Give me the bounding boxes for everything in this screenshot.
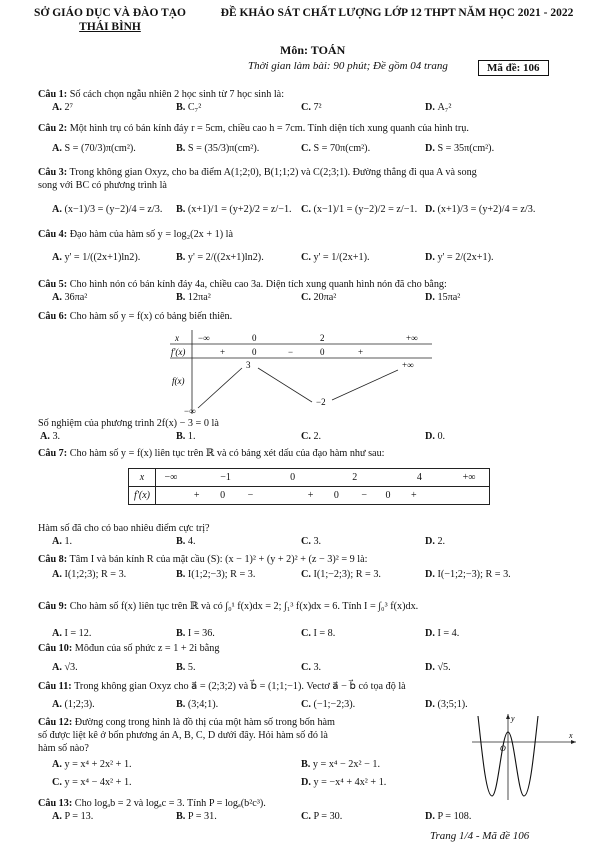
option-c[interactable] [301,662,321,673]
option-letter: B. [176,569,188,580]
option-text: I = 12. [64,628,92,639]
function-graph [470,712,580,802]
option-letter: C. [301,628,314,639]
option-d[interactable] [425,292,460,303]
option-text: (x+1)/1 = (y+2)/2 = z/−1. [187,204,292,215]
option-d[interactable] [425,628,459,639]
option-text: C₇² [187,102,202,113]
option-text: (−1;−2;3). [313,699,356,710]
option-text: y = −x⁴ + 4x² + 1. [313,777,387,788]
option-text: S = (70/3)π(cm²). [64,143,136,154]
bbt-fp-zero2: 0 [320,347,325,357]
option-text: 4. [187,536,196,547]
option-c[interactable] [301,699,355,710]
subject: Môn: TOÁN [280,43,346,57]
option-letter: D. [425,204,438,215]
option-text: (x+1)/3 = (y+2)/4 = z/3. [437,204,536,215]
option-b[interactable] [176,569,255,580]
bbt-fp-zero1: 0 [252,347,257,357]
sign-table: x −∞ −1 0 2 4 +∞ f'(x) + 0 − + 0 − 0 + [128,468,490,505]
option-text: S = (35/3)π(cm²). [187,143,260,154]
option-text: 2⁷ [64,102,74,113]
question-12: Câu 12: Đường cong trong hình là đồ thị của một hàm số trong bốn hàm số được liệt kê ở bốn phương án A, B, C, D dưới đây. Hỏi hàm số đó là hàm số nào? [38,717,335,754]
option-a[interactable] [52,292,87,303]
option-b[interactable] [176,292,211,303]
option-text: y' = 1/(2x+1). [313,252,370,263]
bbt-f-neg-inf: −∞ [184,406,196,415]
option-b[interactable] [176,431,196,442]
option-text: I(1;2;3); R = 3. [64,569,127,580]
option-text: 1. [64,536,73,547]
exam-title: ĐỀ KHẢO SÁT CHẤT LƯỢNG LỚP 12 THPT NĂM HỌC 2021 - 2022 [220,7,574,19]
question-4: Câu 4: Đạo hàm của hàm số y = log₂(2x + 1) là [38,229,233,240]
option-text: √5. [437,662,451,673]
option-b[interactable] [301,759,380,770]
option-letter: C. [301,204,314,215]
option-letter: C. [52,777,65,788]
option-letter: B. [176,102,188,113]
option-c[interactable] [301,628,335,639]
bbt-fp-sign2: − [288,347,294,357]
question-8: Câu 8: Tâm I và bán kính R của mặt cầu (S): (x − 1)² + (y + 2)² + (z − 3)² = 9 là: [38,554,368,565]
option-letter: C. [301,536,314,547]
option-text: (x−1)/1 = (y−2)/2 = z/−1. [313,204,418,215]
option-text: 3. [313,662,322,673]
option-letter: A. [52,102,65,113]
option-a[interactable] [52,252,140,263]
dept-line1: SỞ GIÁO DỤC VÀ ĐÀO TẠO [34,7,186,19]
bbt-x-neg-inf: −∞ [198,333,210,343]
option-a[interactable] [52,699,95,710]
option-b[interactable] [176,204,292,215]
option-c[interactable] [301,569,381,580]
option-b[interactable] [176,662,196,673]
option-text: y' = 2/(2x+1). [437,252,494,263]
option-d[interactable] [425,143,494,154]
bbt-f-max: 3 [246,360,251,370]
bbt-x-label: x [175,333,179,343]
time-info: Thời gian làm bài: 90 phút; Đề gồm 04 trang [248,60,448,72]
option-a[interactable] [52,759,132,770]
option-c[interactable] [301,102,322,113]
graph-origin-label: O [500,744,506,753]
option-text: 0. [437,431,446,442]
option-letter: A. [52,204,65,215]
option-a[interactable] [52,628,91,639]
bbt-f-label: f(x) [172,376,185,386]
option-a[interactable] [52,569,126,580]
option-letter: B. [176,292,188,303]
option-c[interactable] [301,431,321,442]
option-text: y = x⁴ + 2x² + 1. [64,759,132,770]
option-text: I(−1;2;−3); R = 3. [437,569,511,580]
option-b[interactable] [176,628,215,639]
option-d[interactable] [425,811,471,822]
option-letter: B. [176,204,188,215]
option-text: √3. [64,662,78,673]
option-b[interactable] [176,102,201,113]
option-d[interactable] [425,102,451,113]
question-7: Câu 7: Cho hàm số y = f(x) liên tục trên ℝ và có bảng xét dấu của đạo hàm như sau: [38,448,385,459]
option-a[interactable] [52,102,73,113]
department-header [20,6,200,34]
option-letter: D. [425,569,438,580]
option-text: 36πa² [64,292,88,303]
option-a[interactable] [52,811,93,822]
option-text: 1. [187,431,196,442]
bbt-fp-sign1: + [220,347,226,357]
option-letter: B. [176,662,188,673]
option-letter: A. [40,431,53,442]
option-text: P = 31. [187,811,217,822]
option-letter: D. [425,431,438,442]
option-letter: C. [301,662,314,673]
option-text: 15πa² [437,292,461,303]
option-text: y = x⁴ − 2x² − 1. [312,759,381,770]
variation-table [170,330,440,415]
option-d[interactable] [425,569,511,580]
option-text: 3. [52,431,61,442]
option-a[interactable] [40,431,60,442]
option-letter: C. [301,699,314,710]
question-5: Câu 5: Cho hình nón có bán kính đáy 4a, chiều cao 3a. Diện tích xung quanh hình nón đã cho bằng: [38,279,447,290]
question-13: Câu 13: Cho logₐb = 2 và logₐc = 3. Tính P = logₐ(b²c³). [38,798,266,809]
option-text: 7² [313,102,322,113]
option-b[interactable] [176,252,264,263]
option-letter: B. [176,143,188,154]
option-text: P = 108. [437,811,472,822]
option-d[interactable] [425,536,445,547]
question-2: Câu 2: Một hình trụ có bán kính đáy r = 5cm, chiều cao h = 7cm. Tính diện tích xung quanh của hình trụ. [38,123,469,134]
graph-y-label: y [511,714,515,723]
option-letter: A. [52,811,65,822]
question-1: Câu 1: Số cách chọn ngẫu nhiên 2 học sinh từ 7 học sinh là: [38,89,285,100]
option-letter: B. [176,628,188,639]
option-letter: A. [52,662,65,673]
option-c[interactable] [301,536,321,547]
question-6-ask: Số nghiệm của phương trình 2f(x) − 3 = 0 là [38,418,219,429]
exam-code: Mã đề: 106 [478,60,549,76]
option-letter: D. [425,699,438,710]
option-text: y' = 1/((2x+1)ln2). [64,252,141,263]
option-letter: C. [301,143,314,154]
option-letter: C. [301,292,314,303]
question-10: Câu 10: Môđun của số phức z = 1 + 2i bằng [38,643,220,654]
bbt-fp-label: f'(x) [171,347,186,357]
option-d[interactable] [425,204,535,215]
option-letter: D. [425,536,438,547]
option-text: 3. [313,536,322,547]
question-3: Câu 3: Trong không gian Oxyz, cho ba điểm A(1;2;0), B(1;1;2) và C(2;3;1). Đường thẳng đi qua A và song song với BC có phương trình là [38,167,477,191]
option-letter: B. [301,759,313,770]
option-letter: A. [52,699,65,710]
option-d[interactable] [425,431,445,442]
bbt-f-pos-inf: +∞ [402,360,414,370]
option-a[interactable] [52,662,78,673]
option-text: I = 8. [313,628,336,639]
option-text: S = 70π(cm²). [313,143,371,154]
option-letter: B. [176,431,188,442]
option-letter: A. [52,628,65,639]
option-b[interactable] [176,699,218,710]
option-c[interactable] [301,811,342,822]
option-letter: A. [52,759,65,770]
question-11: Câu 11: Trong không gian Oxyz cho a⃗ = (2;3;2) và b⃗ = (1;1;−1). Vectơ a⃗ − b⃗ có tọa độ là [38,681,406,692]
option-text: 2. [313,431,322,442]
option-letter: A. [52,292,65,303]
option-letter: B. [176,811,188,822]
option-c[interactable] [301,252,370,263]
page-footer: Trang 1/4 - Mã đề 106 [430,830,530,842]
option-c[interactable] [301,204,417,215]
option-b[interactable] [176,536,196,547]
question-7-ask: Hàm số đã cho có bao nhiêu điểm cực trị? [38,523,210,534]
option-letter: A. [52,252,65,263]
option-d[interactable] [425,252,494,263]
option-c[interactable] [301,143,370,154]
option-text: (3;5;1). [437,699,468,710]
option-letter: D. [425,662,438,673]
option-a[interactable] [52,204,162,215]
option-d[interactable] [425,662,451,673]
option-letter: D. [425,252,438,263]
option-text: I(1;2;−3); R = 3. [187,569,256,580]
option-b[interactable] [176,143,259,154]
option-letter: D. [425,811,438,822]
option-text: I = 4. [437,628,460,639]
option-letter: C. [301,811,314,822]
option-letter: C. [301,431,314,442]
option-letter: D. [425,628,438,639]
option-text: 2. [437,536,446,547]
option-letter: D. [425,143,438,154]
option-text: I = 36. [187,628,215,639]
option-text: S = 35π(cm²). [437,143,495,154]
option-text: (x−1)/3 = (y−2)/4 = z/3. [64,204,163,215]
arrow-down [258,368,312,402]
option-letter: A. [52,536,65,547]
option-d[interactable] [301,777,386,788]
option-a[interactable] [52,536,72,547]
option-text: 5. [187,662,196,673]
dept-line2: THÁI BÌNH [79,21,141,33]
option-text: (1;2;3). [64,699,95,710]
option-letter: D. [301,777,314,788]
bbt-x-pos-inf: +∞ [406,333,418,343]
arrow-up-2 [332,370,398,400]
option-letter: A. [52,143,65,154]
option-text: P = 30. [313,811,343,822]
option-text: y = x⁴ − 4x² + 1. [64,777,132,788]
option-letter: B. [176,536,188,547]
option-letter: C. [301,569,314,580]
option-text: 12πa² [187,292,211,303]
option-letter: D. [425,292,438,303]
option-letter: C. [301,102,314,113]
option-c[interactable] [301,292,336,303]
option-letter: A. [52,569,65,580]
option-c[interactable] [52,777,132,788]
option-d[interactable] [425,699,468,710]
option-text: P = 13. [64,811,94,822]
option-letter: D. [425,102,438,113]
question-6: Câu 6: Cho hàm số y = f(x) có bảng biến thiên. [38,311,233,322]
option-text: 20πa² [313,292,337,303]
arrow-up-1 [198,368,242,408]
bbt-x-0: 0 [252,333,257,343]
option-text: I(1;−2;3); R = 3. [313,569,381,580]
graph-x-label: x [569,731,573,740]
bbt-x-2: 2 [320,333,325,343]
option-text: A₇² [437,102,452,113]
option-letter: C. [301,252,314,263]
option-letter: B. [176,252,188,263]
option-text: y' = 2/((2x+1)ln2). [187,252,264,263]
option-text: (3;4;1). [187,699,219,710]
option-letter: B. [176,699,188,710]
question-9: Câu 9: Cho hàm số f(x) liên tục trên ℝ và có ∫₀¹ f(x)dx = 2; ∫₁³ f(x)dx = 6. Tính I = ∫₀³ f(x)dx. [38,601,419,612]
bbt-fp-sign3: + [358,347,364,357]
option-b[interactable] [176,811,217,822]
option-a[interactable] [52,143,136,154]
bbt-f-min: −2 [316,397,326,407]
